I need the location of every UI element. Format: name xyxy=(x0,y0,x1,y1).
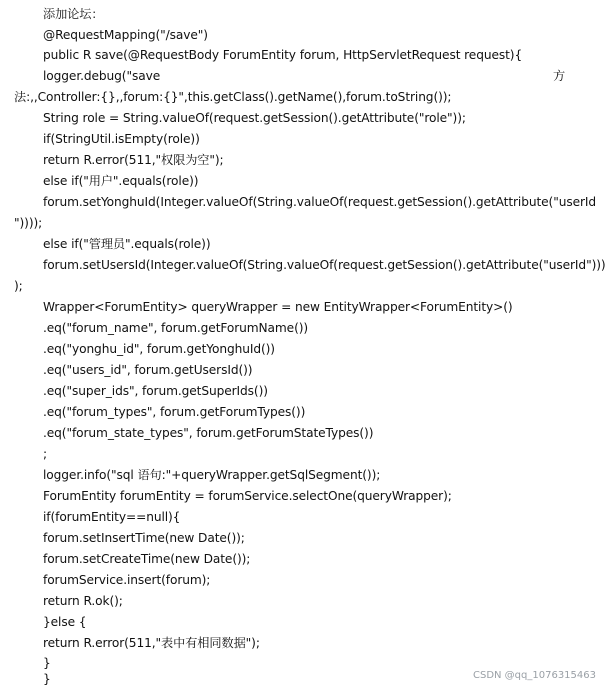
code-line: .eq("forum_state_types", forum.getForumStateTypes()) xyxy=(43,426,374,440)
code-line: forum.setCreateTime(new Date()); xyxy=(43,552,251,566)
code-line: ")))); xyxy=(14,216,43,230)
code-line: forum.setInsertTime(new Date()); xyxy=(43,531,245,545)
code-line: forum.setUsersId(Integer.valueOf(String.valueOf(request.getSession().getAttribute("userId"))) xyxy=(43,258,606,272)
wrapped-method-char: 方 xyxy=(553,69,566,83)
code-line: else if("用户".equals(role)) xyxy=(43,174,199,188)
code-line: .eq("super_ids", forum.getSuperIds()) xyxy=(43,384,268,398)
code-line: @RequestMapping("/save") xyxy=(43,28,208,42)
code-line: return R.ok(); xyxy=(43,594,123,608)
code-line: String role = String.valueOf(request.getSession().getAttribute("role")); xyxy=(43,111,466,125)
code-line: if(forumEntity==null){ xyxy=(43,510,181,524)
code-line: public R save(@RequestBody ForumEntity forum, HttpServletRequest request){ xyxy=(43,48,523,62)
code-line: ); xyxy=(14,279,23,293)
code-line: return R.error(511,"权限为空"); xyxy=(43,153,224,167)
code-line: return R.error(511,"表中有相同数据"); xyxy=(43,636,260,650)
code-line: 添加论坛： xyxy=(43,7,104,21)
code-line: .eq("forum_name", forum.getForumName()) xyxy=(43,321,309,335)
code-line: .eq("forum_types", forum.getForumTypes()) xyxy=(43,405,306,419)
code-line: logger.info("sql 语句:"+queryWrapper.getSqlSegment()); xyxy=(43,468,381,482)
code-line: .eq("yonghu_id", forum.getYonghuId()) xyxy=(43,342,275,356)
code-line: }else { xyxy=(43,615,87,629)
code-line: forumService.insert(forum); xyxy=(43,573,211,587)
csdn-watermark: CSDN @qq_1076315463 xyxy=(472,670,596,681)
code-line: Wrapper<ForumEntity> queryWrapper = new EntityWrapper<ForumEntity>() xyxy=(43,300,513,314)
code-line: logger.debug("save xyxy=(43,69,161,83)
code-line: 法:,,Controller:{},,forum:{}",this.getClass().getName(),forum.toString()); xyxy=(14,90,452,104)
code-line: } xyxy=(43,656,51,670)
code-line: ; xyxy=(43,447,48,461)
code-line: .eq("users_id", forum.getUsersId()) xyxy=(43,363,253,377)
code-line: } xyxy=(43,672,51,686)
code-line: forum.setYonghuId(Integer.valueOf(String.valueOf(request.getSession().getAttribute("userId xyxy=(43,195,597,209)
code-line: if(StringUtil.isEmpty(role)) xyxy=(43,132,200,146)
code-line: ForumEntity forumEntity = forumService.selectOne(queryWrapper); xyxy=(43,489,452,503)
code-line: else if("管理员".equals(role)) xyxy=(43,237,211,251)
